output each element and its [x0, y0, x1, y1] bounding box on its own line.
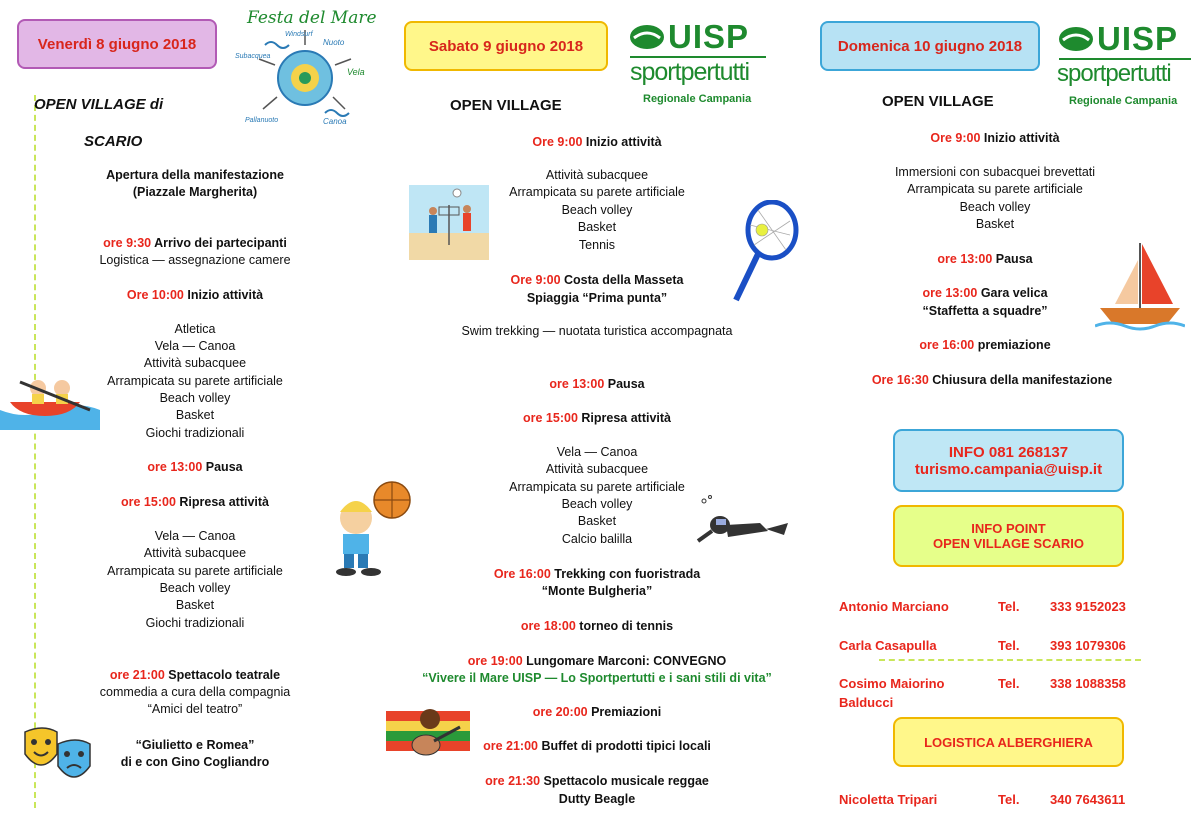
activity-item: Tennis [578, 238, 616, 252]
sunday-start [880, 130, 1110, 147]
event-time: ore 9:30 [103, 236, 152, 250]
festa-logo-word: Subacquea [235, 53, 271, 60]
activity-item: Attività subacquee [545, 168, 649, 182]
activity-item: Giochi tradizionali [145, 616, 245, 630]
event-label: Premiazioni [587, 705, 662, 719]
reggae-guitar-icon [386, 705, 470, 763]
activity-item: Arrampicata su parete artificiale [907, 182, 1083, 196]
festa-logo-word: Vela [347, 67, 365, 77]
uisp-tagline: sportpertutti [630, 58, 750, 86]
activity-item: Basket [175, 408, 215, 422]
event-label: Pausa [202, 460, 243, 474]
event-label: premiazione [974, 338, 1051, 352]
event-time: Ore 9:00 [930, 131, 981, 145]
saturday-pause [482, 376, 712, 393]
sunday-prize [870, 337, 1100, 354]
contact-tel-label: Tel. [998, 599, 1020, 614]
saturday-conference [452, 653, 742, 670]
event-time: Ore 10:00 [126, 288, 184, 302]
event-label: Lungomare Marconi: CONVEGNO [522, 654, 727, 668]
event-label: Pausa [992, 252, 1033, 266]
event-time: ore 21:00 [109, 668, 165, 682]
festa-logo-word: Nuoto [323, 38, 345, 47]
tennis-racket-icon [728, 200, 800, 305]
activity-item: Immersioni con subacquei brevettati [894, 165, 1096, 179]
saturday-buffet [466, 738, 728, 755]
friday-arrival-note: Logistica — assegnazione camere [99, 253, 291, 267]
saturday-music [482, 773, 712, 790]
event-label: Pausa [604, 377, 645, 391]
friday-theatre [80, 667, 310, 684]
friday-resume [80, 494, 310, 511]
uisp-logo [628, 18, 773, 113]
event-time: Ore 16:30 [871, 373, 929, 387]
contact-name-continued: Balducci [839, 695, 894, 710]
friday-pause [80, 459, 310, 476]
activity-item: Arrampicata su parete artificiale [509, 480, 685, 494]
friday-theatre-note: commedia a cura della compagnia [99, 685, 291, 699]
event-label: Gara velica [977, 286, 1048, 300]
contact-phone[interactable]: 338 1088358 [1050, 676, 1126, 691]
activity-item: Arrampicata su parete artificiale [509, 185, 685, 199]
saturday-prizes [482, 704, 712, 721]
sunday-title: OPEN VILLAGE [882, 93, 994, 110]
sunday-closing [857, 372, 1127, 389]
event-time: ore 21:00 [483, 739, 538, 753]
contact-phone[interactable]: 333 9152023 [1050, 599, 1126, 614]
event-label: Spettacolo teatrale [164, 668, 281, 682]
uisp-brand: UISP [668, 18, 750, 55]
event-time: ore 13:00 [549, 377, 605, 391]
contact-name: Nicoletta Tripari [839, 792, 938, 807]
saturday-swim: Swim trekking — nuotata turistica accompagnata [461, 324, 733, 338]
event-label: Trekking con fuoristrada [550, 567, 701, 581]
uisp-logo [1057, 20, 1200, 115]
saturday-start [482, 134, 712, 151]
scuba-diver-icon [690, 495, 790, 550]
uisp-swoosh-icon [628, 22, 666, 52]
event-time: Ore 9:00 [532, 135, 583, 149]
saturday-music-band: Dutty Beagle [558, 792, 636, 806]
info-point-location: OPEN VILLAGE SCARIO [933, 536, 1084, 551]
saturday-tennis [482, 618, 712, 635]
event-time: ore 21:30 [485, 774, 541, 788]
activity-item: Arrampicata su parete artificiale [107, 374, 283, 388]
day-badge-sunday [820, 21, 1040, 71]
day-badge-saturday [404, 21, 608, 71]
day-badge-label: Venerdì 8 giugno 2018 [37, 35, 197, 53]
info-point-box [893, 505, 1124, 567]
activity-item: Basket [577, 514, 617, 528]
saturday-trekking [482, 566, 712, 583]
friday-start [80, 287, 310, 304]
activity-item: Beach volley [159, 581, 231, 595]
contact-phone[interactable]: 393 1079306 [1050, 638, 1126, 653]
friday-timeline-line [34, 95, 36, 808]
event-time: ore 13:00 [937, 252, 993, 266]
saturday-resume [482, 410, 712, 427]
activity-item: Basket [975, 217, 1015, 231]
friday-play-title: “Giulietto e Romea” [135, 738, 255, 752]
event-time: ore 16:00 [919, 338, 975, 352]
event-label: torneo di tennis [575, 619, 674, 633]
event-label: Costa della Masseta [560, 273, 684, 287]
event-time: ore 18:00 [520, 619, 576, 633]
contact-name: Carla Casapulla [839, 638, 937, 653]
event-time: Ore 16:00 [493, 567, 551, 581]
event-time: ore 13:00 [922, 286, 978, 300]
basketball-kid-icon [316, 478, 416, 578]
event-time: ore 13:00 [147, 460, 203, 474]
activity-item: Atletica [174, 322, 216, 336]
sunday-race [870, 285, 1100, 302]
activity-item: Beach volley [159, 391, 231, 405]
event-label: Spettacolo musicale reggae [540, 774, 709, 788]
friday-opening-line: Apertura della manifestazione [106, 168, 284, 182]
logistics-label: LOGISTICA ALBERGHIERA [924, 734, 1093, 750]
day-badge-friday [17, 19, 217, 69]
uisp-swoosh-icon [1057, 24, 1095, 54]
event-time: Ore 9:00 [510, 273, 561, 287]
activity-item: Basket [175, 598, 215, 612]
festa-logo-word: Windsurf [285, 31, 313, 38]
saturday-coast [482, 272, 712, 289]
uisp-brand: UISP [1097, 20, 1179, 57]
info-box [893, 429, 1124, 492]
event-label: Ripresa attività [175, 495, 269, 509]
friday-play-author: di e con Gino Cogliandro [120, 755, 270, 769]
event-label: Arrivo dei partecipanti [151, 236, 287, 250]
info-email[interactable]: turismo.campania@uisp.it [914, 460, 1103, 478]
event-time: ore 15:00 [523, 411, 578, 425]
logistics-box [893, 717, 1124, 767]
uisp-region: Regionale Campania [643, 93, 752, 105]
activity-item: Beach volley [561, 203, 633, 217]
event-label: Inizio attività [183, 288, 264, 302]
activity-item: Vela — Canoa [154, 339, 236, 353]
event-label: Chiusura della manifestazione [928, 373, 1113, 387]
event-label: Inizio attività [980, 131, 1060, 145]
friday-opening-line: (Piazzale Margherita) [132, 185, 258, 199]
event-label: Ripresa attività [577, 411, 671, 425]
contact-tel-label: Tel. [998, 676, 1020, 691]
activity-item: Vela — Canoa [154, 529, 236, 543]
saturday-coast-beach: Spiaggia “Prima punta” [526, 291, 668, 305]
event-time: ore 20:00 [532, 705, 588, 719]
festa-del-mare-logo [235, 5, 375, 135]
activity-item: Giochi tradizionali [145, 426, 245, 440]
canoe-illustration-icon [0, 360, 100, 430]
contact-name: Antonio Marciano [839, 599, 949, 614]
activity-item: Vela — Canoa [556, 445, 638, 459]
activity-item: Attività subacquee [143, 546, 247, 560]
event-label: Buffet di prodotti tipici locali [537, 739, 711, 753]
activity-item: Calcio balilla [561, 532, 633, 546]
saturday-trek-place: “Monte Bulgheria” [541, 584, 653, 598]
activity-item: Attività subacquee [143, 356, 247, 370]
day-badge-label: Sabato 9 giugno 2018 [428, 37, 584, 55]
activity-item: Basket [577, 220, 617, 234]
activity-item: Attività subacquee [545, 462, 649, 476]
sunday-race-name: “Staffetta a squadre” [922, 304, 1048, 318]
event-label: Inizio attività [582, 135, 662, 149]
saturday-title: OPEN VILLAGE [450, 97, 562, 114]
contact-divider [879, 659, 1141, 661]
activity-item: Beach volley [959, 200, 1031, 214]
festa-logo-word: Canoa [323, 117, 347, 126]
friday-arrival [80, 235, 310, 252]
beach-volley-icon [409, 185, 489, 260]
info-phone: INFO 081 268137 [948, 443, 1069, 461]
uisp-region: Regionale Campania [1069, 95, 1178, 107]
contact-phone[interactable]: 340 7643611 [1050, 792, 1126, 807]
day-badge-label: Domenica 10 giugno 2018 [837, 37, 1023, 55]
info-point-title: INFO POINT [971, 521, 1046, 536]
festa-logo-title: Festa del Mare [247, 8, 377, 28]
activity-item: Beach volley [561, 497, 633, 511]
contact-tel-label: Tel. [998, 792, 1020, 807]
friday-title-line1: OPEN VILLAGE di [34, 96, 164, 113]
festa-logo-word: Pallanuoto [245, 117, 279, 124]
event-time: ore 15:00 [121, 495, 176, 509]
contact-tel-label: Tel. [998, 638, 1020, 653]
sunday-pause [870, 251, 1100, 268]
friday-theatre-note: “Amici del teatro” [147, 702, 243, 716]
uisp-tagline: sportpertutti [1057, 60, 1171, 87]
activity-item: Arrampicata su parete artificiale [107, 564, 283, 578]
friday-title-line2: SCARIO [84, 133, 143, 150]
event-time: ore 19:00 [467, 654, 523, 668]
saturday-conference-title: “Vivere il Mare UISP — Lo Sportpertutti e i sani stili di vita” [422, 671, 772, 685]
sailboat-icon [1095, 238, 1185, 333]
theatre-masks-icon [20, 722, 100, 792]
contact-name: Cosimo Maiorino [839, 676, 945, 691]
